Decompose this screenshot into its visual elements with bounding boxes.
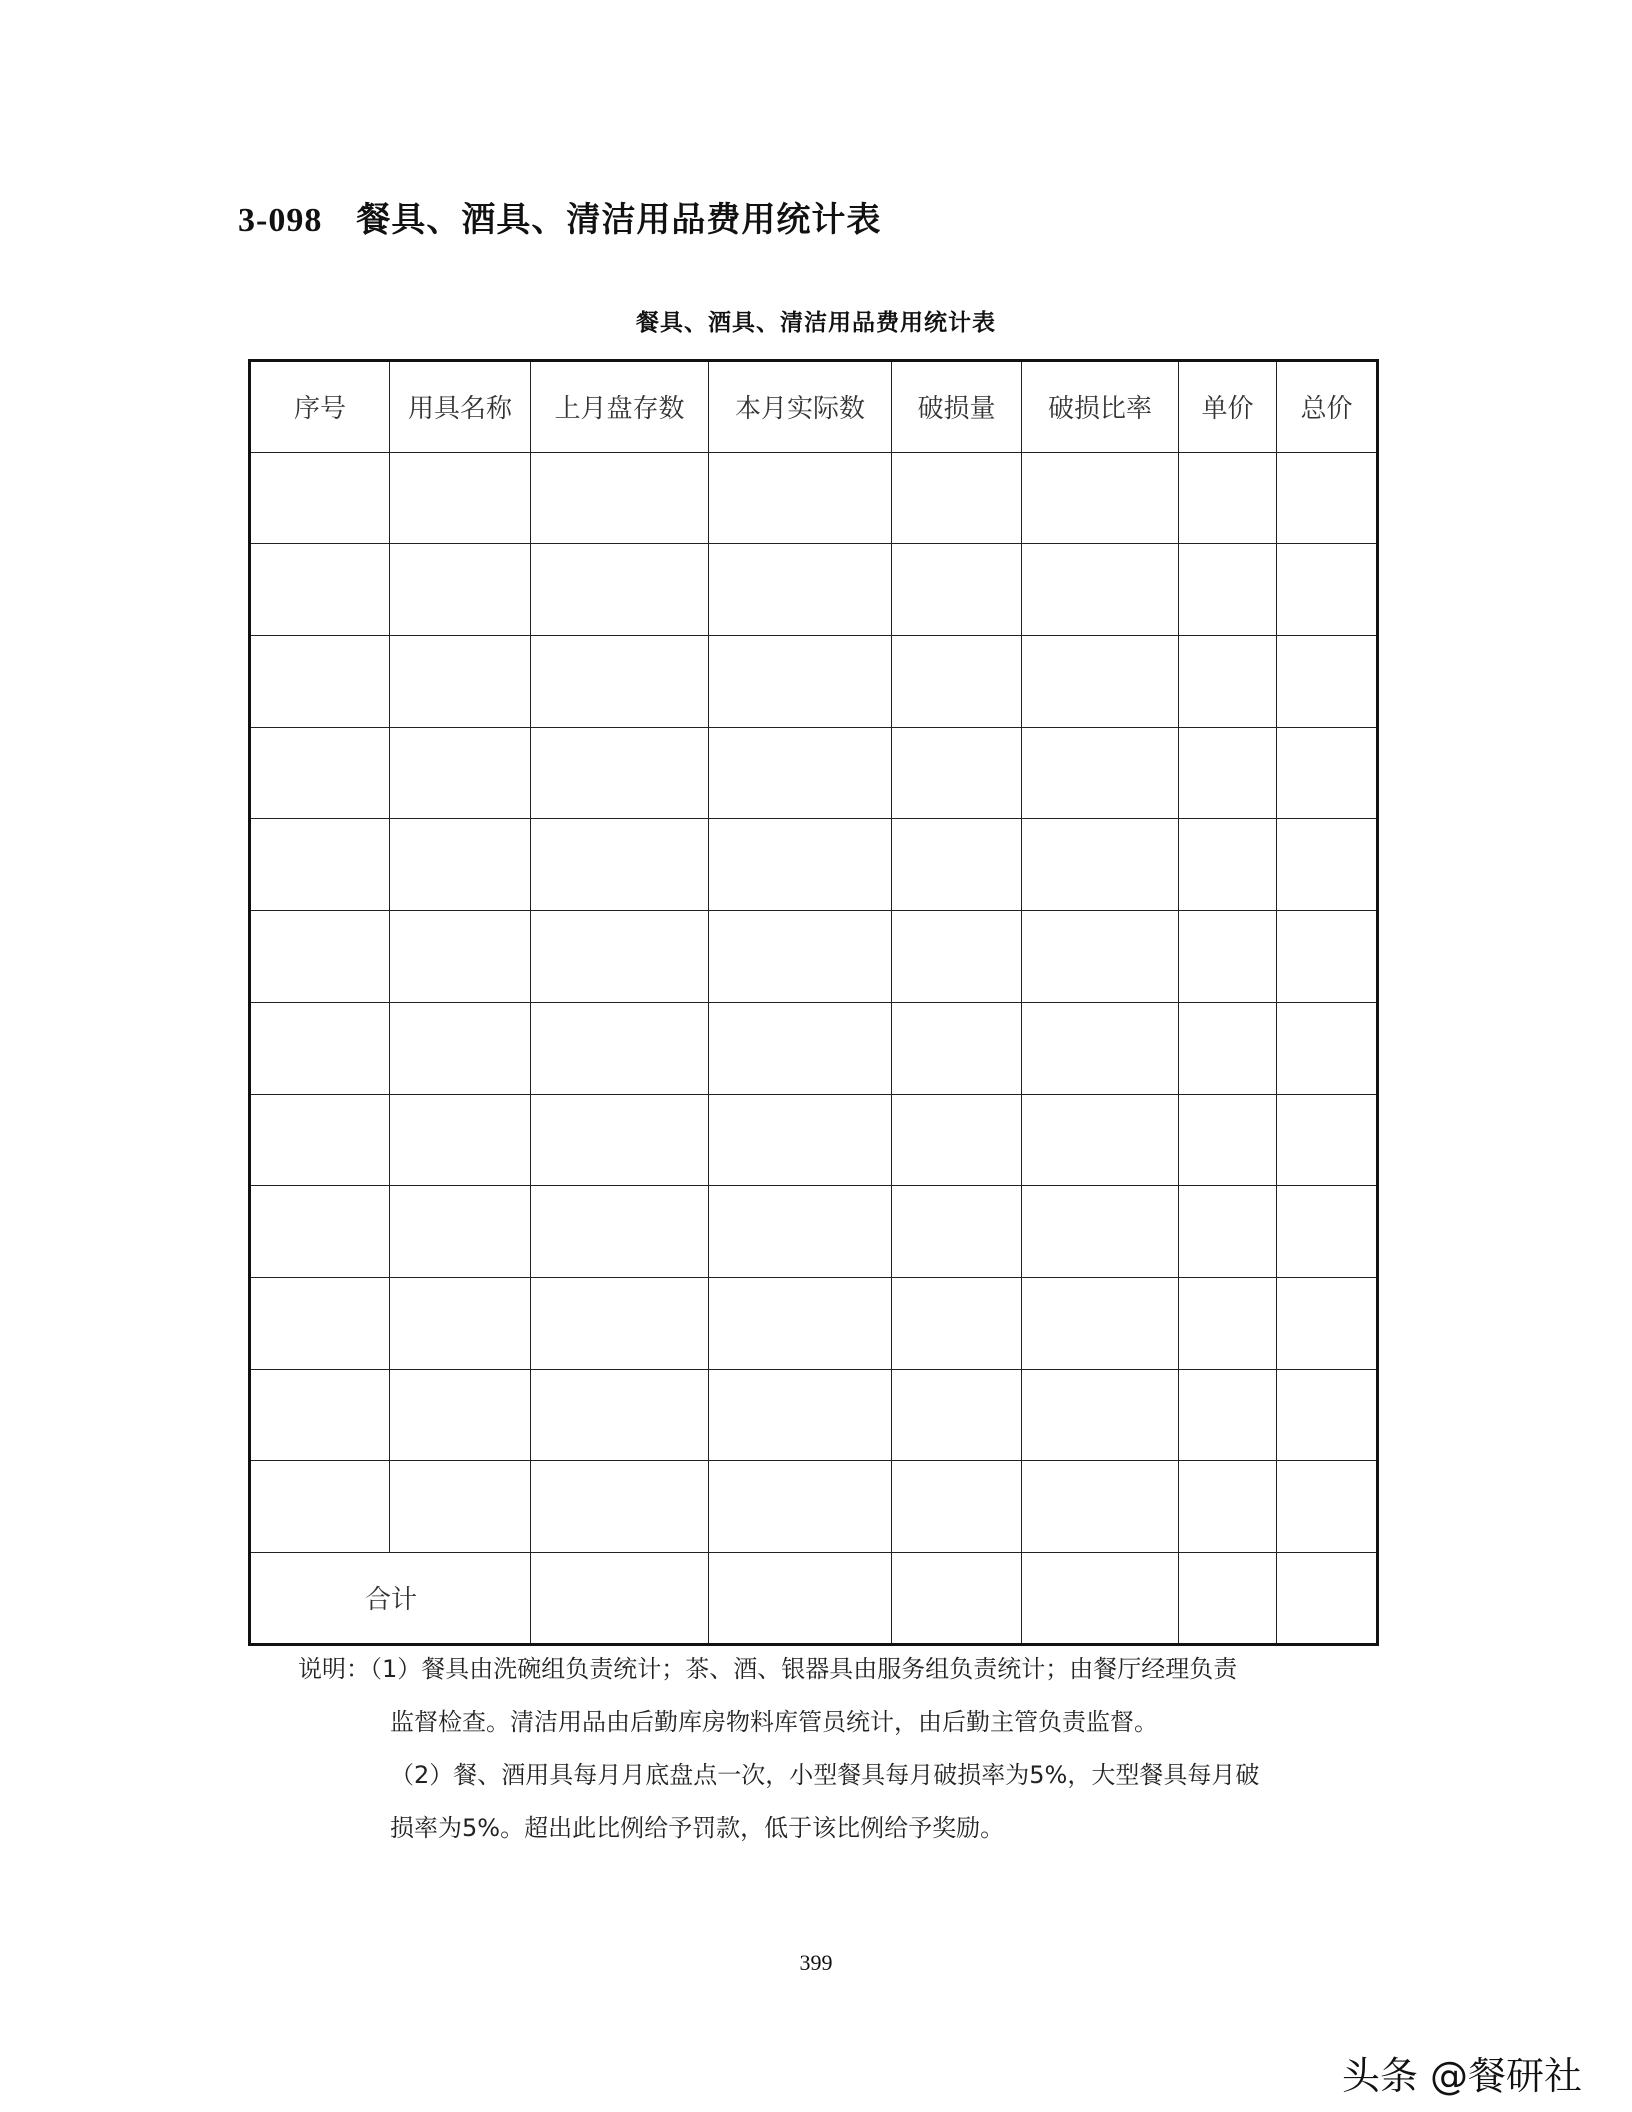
table-cell: [1179, 1369, 1277, 1461]
table-cell: [531, 727, 709, 819]
table-cell: [1277, 636, 1378, 728]
table-cell: [250, 911, 390, 1003]
table-cell: [709, 911, 892, 1003]
table-cell: [1277, 819, 1378, 911]
table-cell: [892, 1461, 1022, 1553]
note-line-1: 说明：（1）餐具由洗碗组负责统计；茶、酒、银器具由服务组负责统计；由餐厅经理负责: [298, 1655, 1238, 1683]
table-cell: [1022, 1277, 1179, 1369]
table-cell: [892, 1002, 1022, 1094]
table-cell: [250, 727, 390, 819]
table-row: [250, 819, 1378, 911]
table-cell: [1022, 1461, 1179, 1553]
table-cell: [1179, 1186, 1277, 1278]
note-line-2: 监督检查。清洁用品由后勤库房物料库管员统计，由后勤主管负责监督。: [390, 1708, 1158, 1736]
total-row: [250, 1552, 1378, 1644]
table-cell: [892, 819, 1022, 911]
header-row: [250, 361, 1378, 453]
table-cell: [1179, 1094, 1277, 1186]
table-cell: [709, 819, 892, 911]
section-title: 餐具、酒具、清洁用品费用统计表: [356, 200, 882, 240]
table-cell: [1179, 636, 1277, 728]
header-cell-this-month-actual: 本月实际数: [709, 361, 892, 453]
table-cell: [1179, 819, 1277, 911]
section-number: 3-098: [238, 202, 323, 239]
table-cell: [250, 1461, 390, 1553]
table-cell: [1022, 1002, 1179, 1094]
table-cell: [1277, 1461, 1378, 1553]
total-cell: [1022, 1552, 1179, 1644]
header-cell-serial: 序号: [250, 361, 390, 453]
table-row: [250, 544, 1378, 636]
table-row: [250, 1186, 1378, 1278]
table-cell: [390, 1369, 531, 1461]
table-cell: [1022, 1186, 1179, 1278]
table-cell: [1179, 544, 1277, 636]
table-cell: [892, 636, 1022, 728]
total-cell: [1179, 1552, 1277, 1644]
table-cell: [250, 1277, 390, 1369]
table-cell: [709, 452, 892, 544]
table-cell: [1022, 819, 1179, 911]
table-cell: [531, 1094, 709, 1186]
table-cell: [1022, 1369, 1179, 1461]
total-cell: [892, 1552, 1022, 1644]
table-row: [250, 1094, 1378, 1186]
table-cell: [390, 452, 531, 544]
table-cell: [1277, 911, 1378, 1003]
expense-statistics-table: [248, 359, 1379, 1646]
header-cell-total-price: 总价: [1277, 361, 1378, 453]
table-cell: [709, 1461, 892, 1553]
header-cell-damage-rate: 破损比率: [1022, 361, 1179, 453]
table-cell: [1179, 727, 1277, 819]
table-cell: [892, 1277, 1022, 1369]
total-cell: [531, 1552, 709, 1644]
table-cell: [531, 1186, 709, 1278]
table-row: [250, 636, 1378, 728]
table-cell: [709, 1369, 892, 1461]
table-cell: [892, 1094, 1022, 1186]
table-cell: [1179, 1002, 1277, 1094]
table-cell: [390, 819, 531, 911]
table-cell: [892, 727, 1022, 819]
table-cell: [531, 452, 709, 544]
table-cell: [1022, 1094, 1179, 1186]
table-cell: [390, 911, 531, 1003]
table-cell: [1179, 452, 1277, 544]
watermark: 头条 @餐研社: [1341, 2054, 1582, 2098]
table-cell: [250, 636, 390, 728]
table-cell: [709, 1002, 892, 1094]
table-cell: [1277, 1186, 1378, 1278]
table-cell: [709, 1277, 892, 1369]
table-cell: [709, 1186, 892, 1278]
table-cell: [1277, 1094, 1378, 1186]
table-row: [250, 1277, 1378, 1369]
table-cell: [390, 1094, 531, 1186]
table-cell: [892, 911, 1022, 1003]
table-cell: [1022, 727, 1179, 819]
table-cell: [1277, 1369, 1378, 1461]
header-cell-unit-price: 单价: [1179, 361, 1277, 453]
table-cell: [1179, 1277, 1277, 1369]
table-cell: [892, 1369, 1022, 1461]
header-cell-damage-qty: 破损量: [892, 361, 1022, 453]
table-cell: [1277, 544, 1378, 636]
table-row: [250, 1002, 1378, 1094]
table-row: [250, 1369, 1378, 1461]
table-cell: [390, 1186, 531, 1278]
notes: [298, 1643, 1388, 1855]
table-cell: [1277, 1277, 1378, 1369]
header-cell-item-name: 用具名称: [390, 361, 531, 453]
table-cell: [390, 1461, 531, 1553]
table-cell: [1277, 452, 1378, 544]
table-cell: [250, 1094, 390, 1186]
table-cell: [250, 544, 390, 636]
table-cell: [709, 544, 892, 636]
table-cell: [709, 1094, 892, 1186]
table-row: [250, 727, 1378, 819]
section-heading: [238, 192, 881, 241]
table-cell: [531, 911, 709, 1003]
table-cell: [250, 452, 390, 544]
table-cell: [390, 636, 531, 728]
table-cell: [531, 636, 709, 728]
table-cell: [1179, 1461, 1277, 1553]
header-cell-last-month-stock: 上月盘存数: [531, 361, 709, 453]
table-cell: [709, 727, 892, 819]
note-line-3: （2）餐、酒用具每月月底盘点一次，小型餐具每月破损率为5%，大型餐具每月破: [390, 1761, 1260, 1789]
table-cell: [531, 544, 709, 636]
table-cell: [531, 1002, 709, 1094]
table-cell: [1277, 727, 1378, 819]
table-cell: [1022, 911, 1179, 1003]
table-row: [250, 452, 1378, 544]
table-cell: [1277, 1002, 1378, 1094]
table-cell: [250, 1369, 390, 1461]
table-cell: [390, 544, 531, 636]
table-cell: [892, 452, 1022, 544]
table-caption: 餐具、酒具、清洁用品费用统计表: [636, 310, 996, 336]
table-cell: [531, 1461, 709, 1553]
table-cell: [892, 544, 1022, 636]
table-cell: [709, 636, 892, 728]
table-cell: [531, 1277, 709, 1369]
total-cell: [1277, 1552, 1378, 1644]
table-cell: [1179, 911, 1277, 1003]
table-cell: [250, 819, 390, 911]
table-cell: [250, 1186, 390, 1278]
table-cell: [531, 1369, 709, 1461]
note-line-4: 损率为5%。超出此比例给予罚款，低于该比例给予奖励。: [390, 1814, 1005, 1842]
table-cell: [892, 1186, 1022, 1278]
table-cell: [390, 1277, 531, 1369]
table-cell: [1022, 544, 1179, 636]
table-row: [250, 911, 1378, 1003]
page-number: 399: [799, 1950, 833, 1975]
table-row: [250, 1461, 1378, 1553]
table-cell: [390, 1002, 531, 1094]
table-cell: [1022, 636, 1179, 728]
table-cell: [1022, 452, 1179, 544]
table-cell: [250, 1002, 390, 1094]
total-label: 合计: [250, 1552, 531, 1644]
table-cell: [390, 727, 531, 819]
total-cell: [709, 1552, 892, 1644]
table-cell: [531, 819, 709, 911]
